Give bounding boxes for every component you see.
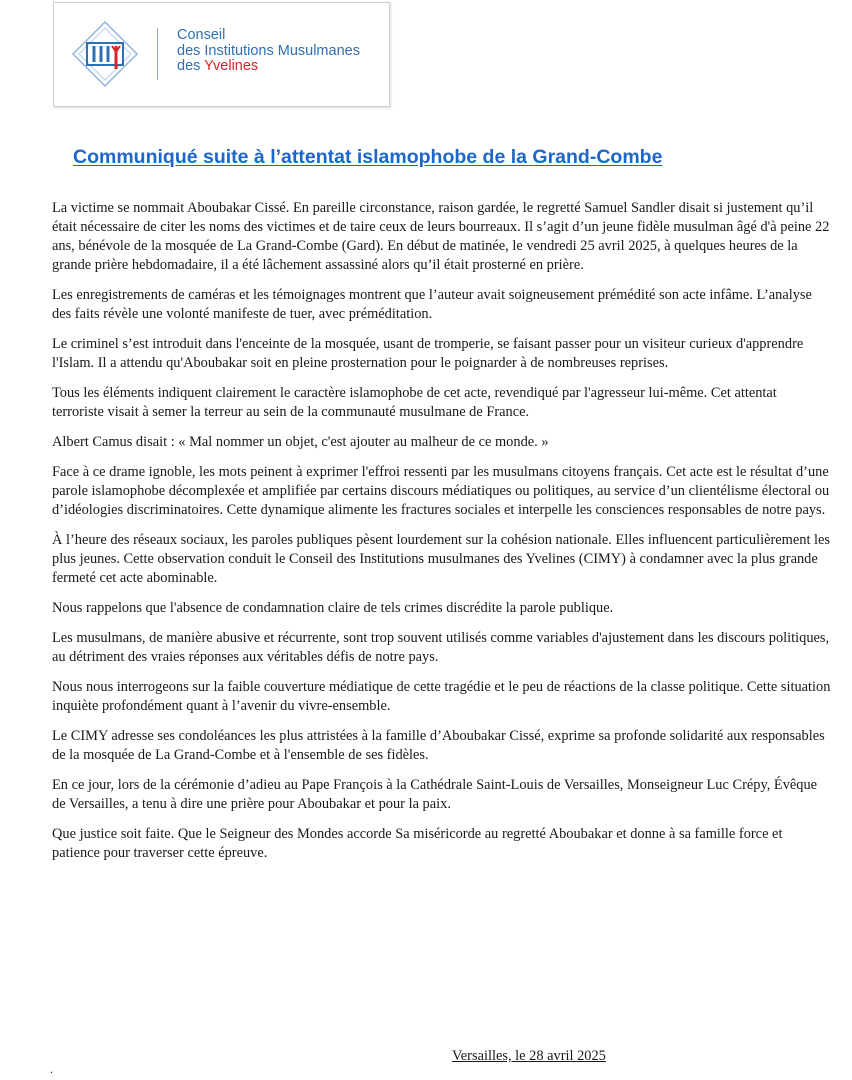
organization-name xyxy=(177,28,360,75)
paragraph-12: En ce jour, lors de la cérémonie d’adieu au Pape François à la Cathédrale Saint-Louis de Versailles, Monseigneur Luc Crépy, Évêque de Versailles, a tenu à dire une prière pour Aboubakar et pour la paix. xyxy=(52,777,818,812)
paragraph-1: La victime se nommait Aboubakar Cissé. En pareille circonstance, raison gardée, le regretté Samuel Sandler disait si justement qu’il était nécessaire de citer les noms des victimes et de taire ceux de leurs bourreaux. Il s’agit d’un jeune fidèle musulman âgé d'à peine 22 ans, bénévole de la mosquée de La Grand-Combe (Gard). En début de matinée, le vendredi 25 avril 2025, à quelques heures de la grande prière hebdomadaire, il a été lâchement assassiné alors qu’il était prosterné en prière. xyxy=(52,200,830,273)
paragraph-11: Le CIMY adresse ses condoléances les plus attristées à la famille d’Aboubakar Cissé, exprime sa profonde solidarité aux responsables de la mosquée de La Grand-Combe et à l'ensemble de ses fidèles. xyxy=(52,728,825,763)
paragraph-6: Face à ce drame ignoble, les mots peinent à exprimer l'effroi ressenti par les musulmans citoyens français. Cet acte est le résultat d’une parole islamophobe décomplexée et amplifiée par certains discours médiatiques ou politiques, au service d’un clientélisme électoral ou d’idéologies discriminatoires. Cette dynamique alimente les fractures sociales et interpelle les consciences responsables de notre pays. xyxy=(52,464,830,518)
document-title[interactable]: Communiqué suite à l’attentat islamophobe de la Grand-Combe xyxy=(73,146,663,168)
paragraph-5: Albert Camus disait : « Mal nommer un objet, c'est ajouter au malheur de ce monde. » xyxy=(52,434,549,450)
org-line-3-accent: Yvelines xyxy=(204,58,259,74)
cimy-logo-icon xyxy=(70,19,140,89)
text-cursor-mark: . xyxy=(50,1062,53,1076)
logo-box xyxy=(53,2,390,107)
paragraph-10: Nous nous interrogeons sur la faible couverture médiatique de cette tragédie et le peu de réactions de la classe politique. Cette situation inquiète profondément quant à l’avenir du vivre-ensemble. xyxy=(52,679,831,714)
paragraph-3: Le criminel s’est introduit dans l'enceinte de la mosquée, usant de tromperie, se faisant passer pour un visiteur curieux d'apprendre l'Islam. Il a attendu qu'Aboubakar soit en pleine prosternation pour le poignarder à de nombreuses reprises. xyxy=(52,336,804,371)
paragraph-13: Que justice soit faite. Que le Seigneur des Mondes accorde Sa miséricorde au regretté Aboubakar et donne à sa famille force et patience pour traverser cette épreuve. xyxy=(52,826,783,861)
paragraph-9: Les musulmans, de manière abusive et récurrente, sont trop souvent utilisés comme variables d'ajustement dans les discours politiques, au détriment des vraies réponses aux véritables défis de notre pays. xyxy=(52,630,830,665)
document-body xyxy=(52,199,832,874)
org-line-1: Conseil xyxy=(177,27,226,43)
org-line-3-prefix: des xyxy=(177,58,205,74)
logo-separator xyxy=(157,28,158,80)
dateline: Versailles, le 28 avril 2025 xyxy=(452,1048,606,1064)
org-line-2: des Institutions Musulmanes xyxy=(177,42,360,59)
paragraph-8: Nous rappelons que l'absence de condamnation claire de tels crimes discrédite la parole publique. xyxy=(52,600,614,616)
org-line-3 xyxy=(177,59,360,75)
paragraph-7: À l’heure des réseaux sociaux, les paroles publiques pèsent lourdement sur la cohésion nationale. Elles influencent particulièrement les plus jeunes. Cette observation conduit le Conseil des Institutions musulmanes des Yvelines (CIMY) à condamner avec la plus grande fermeté cet acte abominable. xyxy=(52,532,831,586)
paragraph-4: Tous les éléments indiquent clairement le caractère islamophobe de cet acte, revendiqué par l'agresseur lui-même. Cet attentat terroriste visait à semer la terreur au sein de la communauté musulmane de France. xyxy=(52,385,777,420)
paragraph-2: Les enregistrements de caméras et les témoignages montrent que l’auteur avait soigneusement prémédité son acte infâme. L’analyse des faits révèle une volonté manifeste de tuer, avec préméditation. xyxy=(52,287,812,322)
